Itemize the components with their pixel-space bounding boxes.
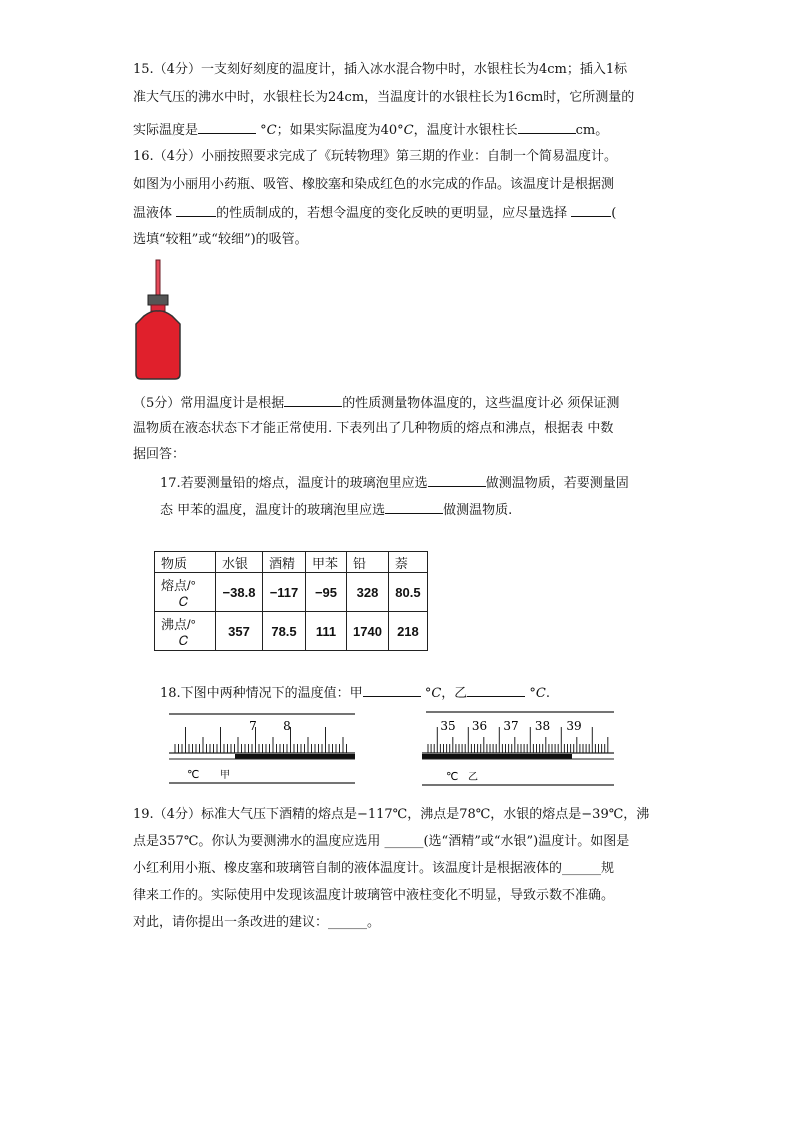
q17-line-4: 17.若要测量铅的熔点，温度计的玻璃泡里应选 做测温物质，若要测量固	[160, 473, 629, 493]
table-cell: −95	[306, 573, 347, 612]
table-cell: −117	[263, 573, 306, 612]
answer-blank	[571, 203, 611, 217]
answer-blank	[363, 683, 421, 697]
scale-label: 8	[283, 719, 291, 733]
q16-line-4: 选填“较粗”或“较细”)的吸管。	[133, 232, 308, 247]
table-row-boiling	[155, 612, 428, 651]
scale-label: 38	[534, 719, 551, 733]
thermometer-yi	[418, 708, 618, 788]
scale-label: 35	[440, 719, 456, 733]
celsius-unit-label: ℃	[187, 768, 200, 781]
melting-boiling-table	[154, 551, 428, 651]
table-header-cell: 酒精	[263, 552, 306, 573]
row-label-boiling: 沸点/° 𝐶	[155, 612, 216, 651]
table-cell: 328	[347, 573, 389, 612]
table-cell: 1740	[347, 612, 389, 651]
q17-line-1: （5分）常用温度计是根据 的性质测量物体温度的，这些温度计必 须保证测	[133, 393, 619, 413]
q16-line-2: 如图为小丽用小药瓶、吸管、橡胶塞和染成红色的水完成的作品。该温度计是根据测	[133, 177, 615, 192]
table-cell: 357	[216, 612, 263, 651]
answer-blank	[284, 393, 342, 407]
table-header-cell: 铅	[347, 552, 389, 573]
q17-line-2: 温物质在液态状态下才能正常使用. 下表列出了几种物质的熔点和沸点，根据表 中数	[133, 421, 614, 436]
thermometer-jia	[165, 708, 360, 788]
thermometer-name-label: 甲	[220, 770, 230, 781]
q19-line-4: 律来工作的。实际使用中发现该温度计玻璃管中液柱变化不明显，导致示数不准确。	[133, 888, 615, 903]
q15-line-1: 15.（4分）一支刻好刻度的温度计，插入冰水混合物中时，水银柱长为4cm；插入1标	[133, 62, 628, 77]
celsius-unit-label: ℃	[446, 770, 459, 783]
q19-line-1: 19.（4分）标准大气压下酒精的熔点是−117℃，沸点是78℃，水银的熔点是−39℃，沸	[133, 807, 650, 822]
q15-line-3: 实际温度是 °𝐶；如果实际温度为40°𝐶，温度计水银柱长 cm。	[133, 120, 608, 140]
q16-line-3: 温液体 的性质制成的，若想令温度的变化反映的更明显，应尽量选择 (	[133, 203, 616, 223]
thermometer-name-label: 乙	[468, 772, 478, 783]
answer-blank	[385, 500, 443, 514]
q19-line-5: 对此，请你提出一条改进的建议：______。	[133, 915, 381, 930]
table-cell: 78.5	[263, 612, 306, 651]
row-label-melting: 熔点/° 𝐶	[155, 573, 216, 612]
answer-blank	[518, 120, 576, 134]
q15-line-2: 准大气压的沸水中时，水银柱长为24cm，当温度计的水银柱长为16cm时，它所测量的	[133, 90, 635, 105]
table-cell: 111	[306, 612, 347, 651]
table-header-row	[155, 552, 428, 573]
scale-label: 7	[249, 719, 257, 733]
scale-label: 37	[503, 719, 519, 733]
table-cell: 80.5	[388, 573, 427, 612]
answer-blank	[176, 203, 216, 217]
q18-line: 18.下图中两种情况下的温度值：甲 °𝐶，乙 °𝐶.	[160, 683, 550, 703]
scale-label: 36	[471, 719, 488, 733]
q19-line-3: 小红利用小瓶、橡皮塞和玻璃管自制的液体温度计。该温度计是根据液体的______规	[133, 861, 615, 876]
table-header-cell: 水银	[216, 552, 263, 573]
table-header-cell: 萘	[388, 552, 427, 573]
table-cell: 218	[388, 612, 427, 651]
q17-line-5: 态 甲苯的温度，温度计的玻璃泡里应选 做测温物质.	[160, 500, 512, 520]
table-cell: −38.8	[216, 573, 263, 612]
table-header-cell: 甲苯	[306, 552, 347, 573]
q17-line-3: 据回答：	[133, 447, 186, 462]
q19-line-2: 点是357℃。你认为要测沸水的温度应选用 ______(选“酒精”或“水银”)温度计。如图是	[133, 834, 630, 849]
answer-blank	[467, 683, 525, 697]
table-header-cell: 物质	[155, 552, 216, 573]
scale-label: 39	[566, 719, 582, 733]
answer-blank	[428, 473, 486, 487]
bottle-thermometer-figure	[130, 258, 190, 383]
answer-blank	[198, 120, 256, 134]
table-row-melting	[155, 573, 428, 612]
q16-line-1: 16.（4分）小丽按照要求完成了《玩转物理》第三期的作业：自制一个简易温度计。	[133, 149, 617, 164]
